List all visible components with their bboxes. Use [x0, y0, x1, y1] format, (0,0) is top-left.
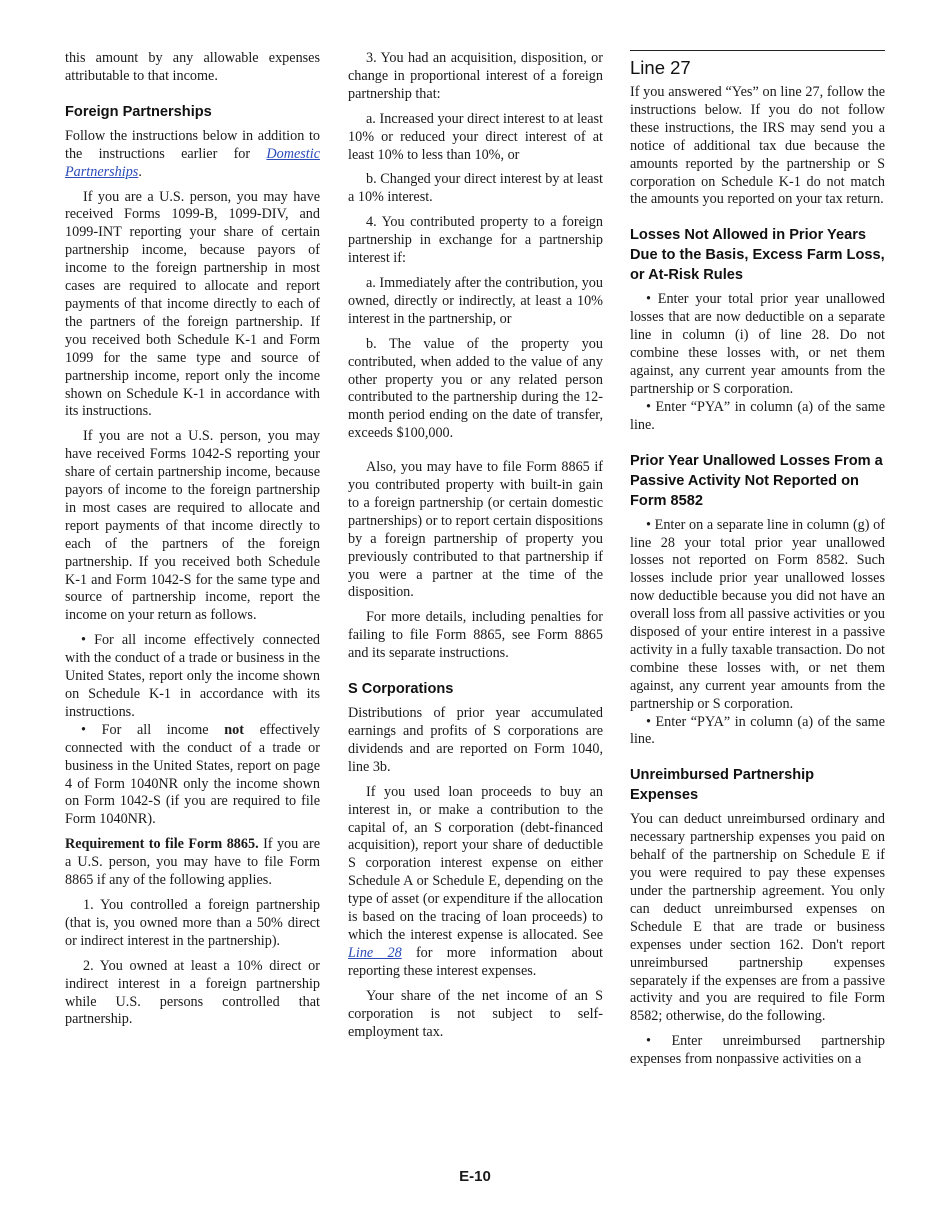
paragraph: If you used loan proceeds to buy an interest in, or make a contribution to the capital of, an S corporation (debt-financed acquisition), report your share of deductible S corporation interest expense on either Schedule A or Schedule E, depending on the type of asset (or expenditure if the allocation is based on the tracing of loan proceeds) to which the interest expense is allocated. See Line 28 for more information about reporting these interest expenses.: [348, 783, 603, 979]
numbered-item: 2. You owned at least a 10% direct or indirect interest in a foreign partnership while U.S. persons controlled that partnership.: [65, 957, 320, 1028]
bullet-item: • For all income not effectively connected with the conduct of a trade or business in the United States, report on page 4 of Form 1040NR only the income shown on Form 1042-S (if you are required to file Form 1040NR).: [65, 721, 320, 828]
heading-prior-year-unallowed: Prior Year Unallowed Losses From a Passive Activity Not Reported on Form 8582: [630, 452, 883, 509]
paragraph: You can deduct unreimbursed ordinary and necessary partnership expenses you paid on behalf of the partnership on Schedule E if you were required to pay these expenses under the partnership agreement. You only can deduct unreimbursed expenses on Schedule E that are trade or business expenses under section 162. Don't report unreimbursed partnership expenses separately if the expenses are from a passive activity and you are required to file Form 8582; otherwise, do the following.: [630, 811, 885, 1025]
paragraph: If you are not a U.S. person, you may have received Forms 1042-S reporting your share of certain partnership income, because payors of income to the foreign partnership in most cases are required to allocate and report payments of that income directly to each of the partners of the foreign partnership. If you received both Schedule K-1 and Form 1042-S for the same type and source of partnership income, report the income on your return as follows.: [65, 428, 320, 624]
paragraph: Your share of the net income of an S corporation is not subject to self-employment tax.: [348, 987, 603, 1040]
numbered-item: 1. You controlled a foreign partnership (that is, you owned more than a 50% direct or indirect interest in the partnership).: [65, 896, 320, 949]
paragraph: If you answered “Yes” on line 27, follow the instructions below. If you do not follow these instructions, the IRS may send you a notice of additional tax due because the amounts reported by the partnership or S corporation on Schedule K-1 do not match the amounts you reported on your tax return.: [630, 84, 885, 208]
sub-item: b. Changed your direct interest by at least a 10% interest.: [348, 171, 603, 206]
column-middle: [348, 50, 603, 1048]
heading-line-27: Line 27: [630, 57, 691, 78]
bullet-item: • Enter unreimbursed partnership expenses from nonpassive activities on a: [630, 1033, 885, 1068]
sub-item: b. The value of the property you contributed, when added to the value of any other property you or any related person contributed to the partnership during the 12-month period ending on the date of transfer, exceeds $100,000.: [348, 335, 603, 442]
section-divider: [630, 50, 885, 51]
bullet-item: • Enter your total prior year unallowed losses that are now deductible on a separate line in column (i) of line 28. Do not combine these losses with, or net them against, any current year amounts from the partnership or S corporation.: [630, 291, 885, 397]
sub-item: a. Increased your direct interest to at least 10% or reduced your direct interest of at least 10% to less than 10%, or: [348, 110, 603, 163]
bullet-item: • Enter “PYA” in column (a) of the same line.: [630, 398, 885, 433]
bullet-item: • For all income effectively connected with the conduct of a trade or business in the United States, report only the income shown on Schedule K-1 in accordance with its instructions.: [65, 632, 320, 720]
paragraph: this amount by any allowable expenses attributable to that income.: [65, 50, 320, 84]
column-left: [65, 50, 320, 1036]
line-28-link[interactable]: Line 28: [348, 944, 402, 961]
heading-s-corporations: S Corporations: [348, 681, 454, 698]
heading-unreimbursed-expenses: Unreimbursed Partnership Expenses: [630, 767, 815, 804]
numbered-item: 4. You contributed property to a foreign partnership in exchange for a partnership interest if:: [348, 214, 603, 267]
paragraph: Follow the instructions below in addition to the instructions earlier for Domestic Partnerships.: [65, 127, 320, 180]
numbered-item: 3. You had an acquisition, disposition, or change in proportional interest of a foreign partnership that:: [348, 50, 603, 102]
paragraph: For more details, including penalties for failing to file Form 8865, see Form 8865 and its separate instructions.: [348, 609, 603, 662]
column-right: [630, 50, 885, 1069]
domestic-partnerships-link[interactable]: Domestic Partnerships: [65, 145, 320, 180]
bullet-item: • Enter “PYA” in column (a) of the same line.: [630, 713, 885, 748]
heading-losses-not-allowed: Losses Not Allowed in Prior Years Due to the Basis, Excess Farm Loss, or At-Risk Rules: [630, 227, 885, 284]
bullet-item: • Enter on a separate line in column (g) of line 28 your total prior year unallowed losses not reported on Form 8582. Such losses include prior year unallowed losses now deductible because you did not have an overall loss from all passive activities or you disposed of your entire interest in a passive activity in a fully taxable transaction. Do not combine these losses with, or net them against, any current year amounts from the partnership or S corporation.: [630, 516, 885, 712]
requirement-heading: Requirement to file Form 8865.: [65, 836, 259, 853]
paragraph: Also, you may have to file Form 8865 if you contributed property with built-in gain to a foreign partnership (or certain domestic partnerships) or to report certain dispositions by a foreign partnership of property you previously contributed to that partnership if you were a partner at the time of the disposition.: [348, 459, 603, 601]
heading-foreign-partnerships: Foreign Partnerships: [65, 103, 212, 120]
paragraph: Distributions of prior year accumulated earnings and profits of S corporations are dividends and are reported on Form 1040, line 3b.: [348, 705, 603, 775]
paragraph: Requirement to file Form 8865. If you are a U.S. person, you may have to file Form 8865 if any of the following applies.: [65, 836, 320, 889]
page-number: E-10: [459, 1168, 491, 1185]
sub-item: a. Immediately after the contribution, you owned, directly or indirectly, at least a 10% interest in the partnership, or: [348, 274, 603, 327]
paragraph: If you are a U.S. person, you may have received Forms 1099-B, 1099-DIV, and 1099-INT reporting your share of certain partnership income, because payors of income to the foreign partnership in most cases are required to allocate and report payments of that income directly to each of the partners of the foreign partnership. If you received both Schedule K-1 and Form 1099 for the same type and source of partnership income, report only the income shown on Schedule K-1 in accordance with its instructions.: [65, 188, 320, 420]
